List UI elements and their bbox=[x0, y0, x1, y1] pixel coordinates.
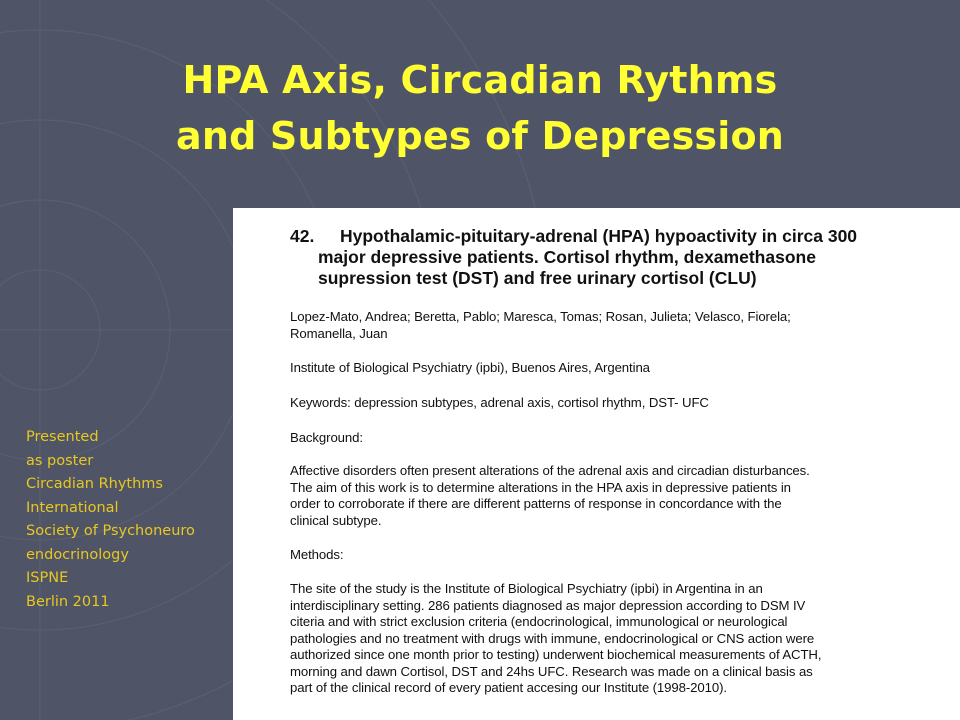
abstract-document bbox=[233, 208, 960, 720]
paragraph-line: pathologies and no treatment with drugs with immune, endocrinological or CNS action were bbox=[290, 630, 815, 646]
paragraph-line: morning and dawn Cortisol, DST and 24hs UFC. Research was made on a clinical basis as bbox=[290, 663, 813, 679]
paragraph-line: clinical subtype. bbox=[290, 512, 382, 528]
note-line: Presented bbox=[26, 429, 99, 445]
note-line: Berlin 2011 bbox=[26, 593, 110, 610]
authors-line: Lopez-Mato, Andrea; Beretta, Pablo; Maresca, Tomas; Rosan, Julieta; Velasco, Fiorela; bbox=[290, 309, 791, 324]
methods-text bbox=[290, 581, 940, 697]
keywords-line: Keywords: depression subtypes, adrenal axis, cortisol rhythm, DST- UFC bbox=[290, 395, 709, 410]
paragraph-line: authorized since one month prior to testing) underwent biochemical measurements of ACTH, bbox=[290, 647, 822, 662]
methods-heading bbox=[290, 547, 940, 564]
abstract-title-line: supression test (DST) and free urinary cortisol (CLU) bbox=[318, 268, 757, 288]
authors bbox=[290, 309, 940, 342]
note-line: International bbox=[26, 499, 119, 516]
paragraph-line: order to corroborate if there are different patterns of response in concordance with the bbox=[290, 496, 782, 511]
paragraph-line: part of the clinical record of every patient accesing our Institute (1998-2010). bbox=[290, 680, 727, 695]
note-line: as poster bbox=[26, 452, 94, 469]
abstract-title-line: major depressive patients. Cortisol rhythm, dexamethasone bbox=[318, 247, 816, 267]
title-line-1: HPA Axis, Circadian Rythms bbox=[182, 58, 778, 102]
title-line-2: and Subtypes of Depression bbox=[175, 114, 785, 158]
note-line: Circadian Rhythms bbox=[26, 476, 163, 492]
slide-title bbox=[40, 52, 920, 164]
section-heading: Methods: bbox=[290, 547, 344, 562]
section-heading: Background: bbox=[290, 430, 363, 445]
paragraph-line: The aim of this work is to determine alterations in the HPA axis in depressive patients in bbox=[290, 479, 791, 495]
paragraph-line: citeria and with strict exclusion criteria (endocrinological, immunological or neurological bbox=[290, 614, 788, 629]
abstract-title-line: Hypothalamic-pituitary-adrenal (HPA) hypoactivity in circa 300 bbox=[340, 226, 858, 246]
institute-line: Institute of Biological Psychiatry (ipbi), Buenos Aires, Argentina bbox=[290, 360, 650, 375]
note-line: Society of Psychoneuro bbox=[26, 523, 195, 539]
background-text bbox=[290, 463, 940, 529]
paragraph-line: interdisciplinary setting. 286 patients diagnosed as major depression according to DSM IV bbox=[290, 597, 806, 613]
background-heading bbox=[290, 430, 940, 447]
abstract-number: 42. bbox=[290, 226, 315, 246]
keywords bbox=[290, 395, 940, 412]
note-line: ISPNE bbox=[26, 570, 69, 586]
paragraph-line: Affective disorders often present alterations of the adrenal axis and circadian disturbances. bbox=[290, 463, 810, 478]
authors-line: Romanella, Juan bbox=[290, 325, 388, 341]
institute bbox=[290, 360, 940, 377]
note-line: endocrinology bbox=[26, 546, 129, 563]
poster-note bbox=[26, 426, 231, 614]
paragraph-line: The site of the study is the Institute of Biological Psychiatry (ipbi) in Argentina in an bbox=[290, 581, 763, 596]
